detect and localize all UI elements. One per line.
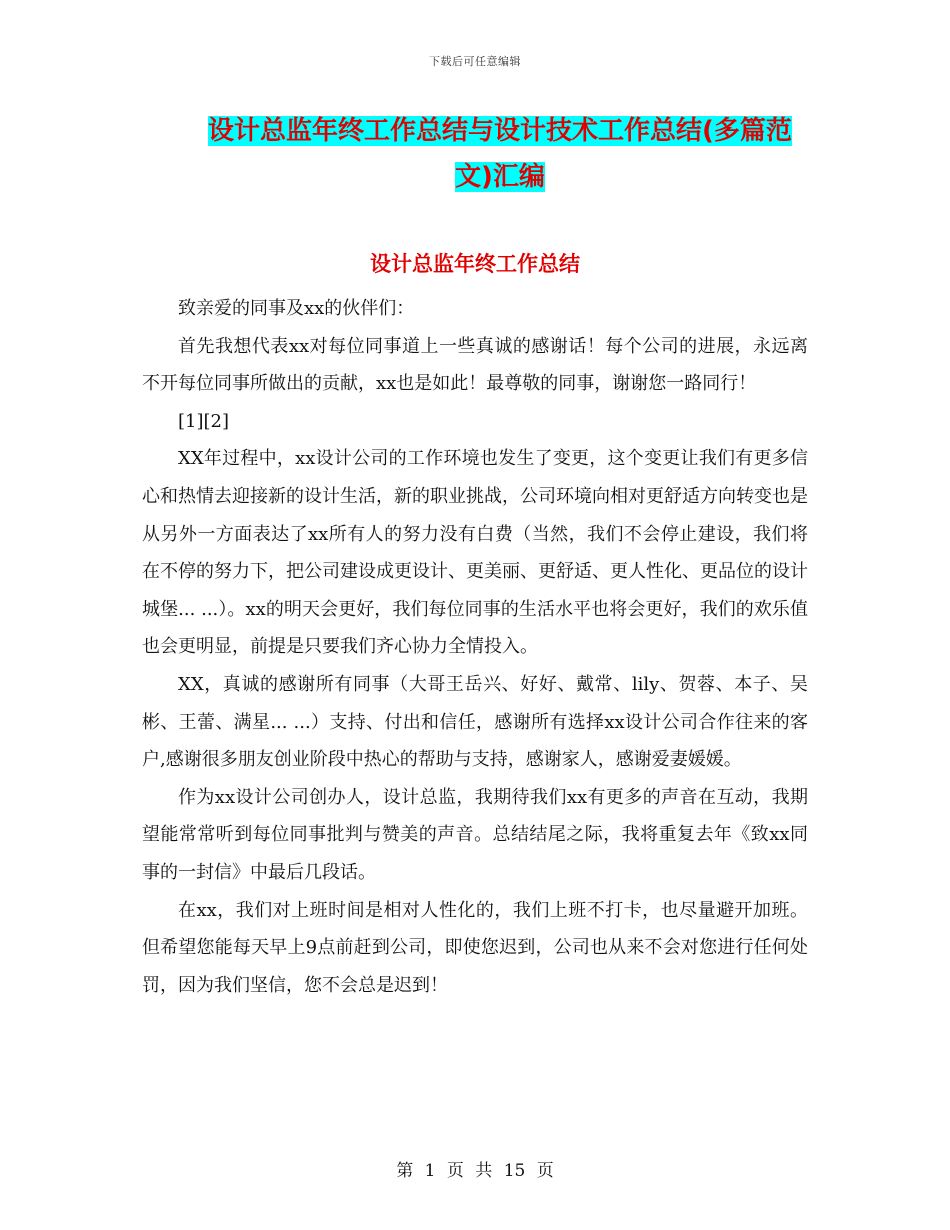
paragraph-reference: [1][2] [178, 410, 229, 432]
paragraph: XX，真诚的感谢所有同事（大哥王岳兴、好好、戴常、lily、贺蓉、本子、吴彬、王蕾、满星... ...）支持、付出和信任，感谢所有选择xx设计公司合作往来的客户,感谢很多朋友创业阶段中热心的帮助与支持，感谢家人，感谢爱妻媛媛。 [142, 673, 808, 771]
document-body [142, 290, 808, 1004]
paragraph: 在xx，我们对上班时间是相对人性化的，我们上班不打卡，也尽量避开加班。但希望您能每天早上9点前赶到公司，即使您迟到，公司也从来不会对您进行任何处罚，因为我们坚信，您不会总是迟到！ [142, 899, 808, 996]
page-header-note: 下载后可任意编辑 [429, 55, 521, 68]
page-number-footer: 第 1 页 共 15 页 [396, 1161, 554, 1181]
paragraph: 作为xx设计公司创办人，设计总监，我期待我们xx有更多的声音在互动，我期望能常常听到每位同事批判与赞美的声音。总结结尾之际，我将重复去年《致xx同事的一封信》中最后几段话。 [142, 786, 808, 883]
document-title-line1: 设计总监年终工作总结与设计技术工作总结(多篇范 [208, 116, 792, 146]
paragraph: XX年过程中，xx设计公司的工作环境也发生了变更，这个变更让我们有更多信心和热情去迎接新的设计生活，新的职业挑战，公司环境向相对更舒适方向转变也是从另外一方面表达了xx所有人的努力没有白费（当然，我们不会停止建设，我们将在不停的努力下，把公司建设成更设计、更美丽、更舒适、更人性化、更品位的设计城堡... ...）。xx的明天会更好，我们每位同事的生活水平也将会更好，我们的欢乐值也会更明显，前提是只要我们齐心协力全情投入。 [142, 448, 808, 658]
document-title-line2: 文)汇编 [455, 162, 545, 192]
paragraph: 首先我想代表xx对每位同事道上一些真诚的感谢话！每个公司的进展，永远离不开每位同事所做出的贡献，xx也是如此！最尊敬的同事，谢谢您一路同行！ [142, 335, 808, 395]
section-title: 设计总监年终工作总结 [370, 252, 580, 276]
document-title [140, 108, 860, 200]
paragraph-greeting: 致亲爱的同事及xx的伙伴们： [178, 298, 415, 319]
